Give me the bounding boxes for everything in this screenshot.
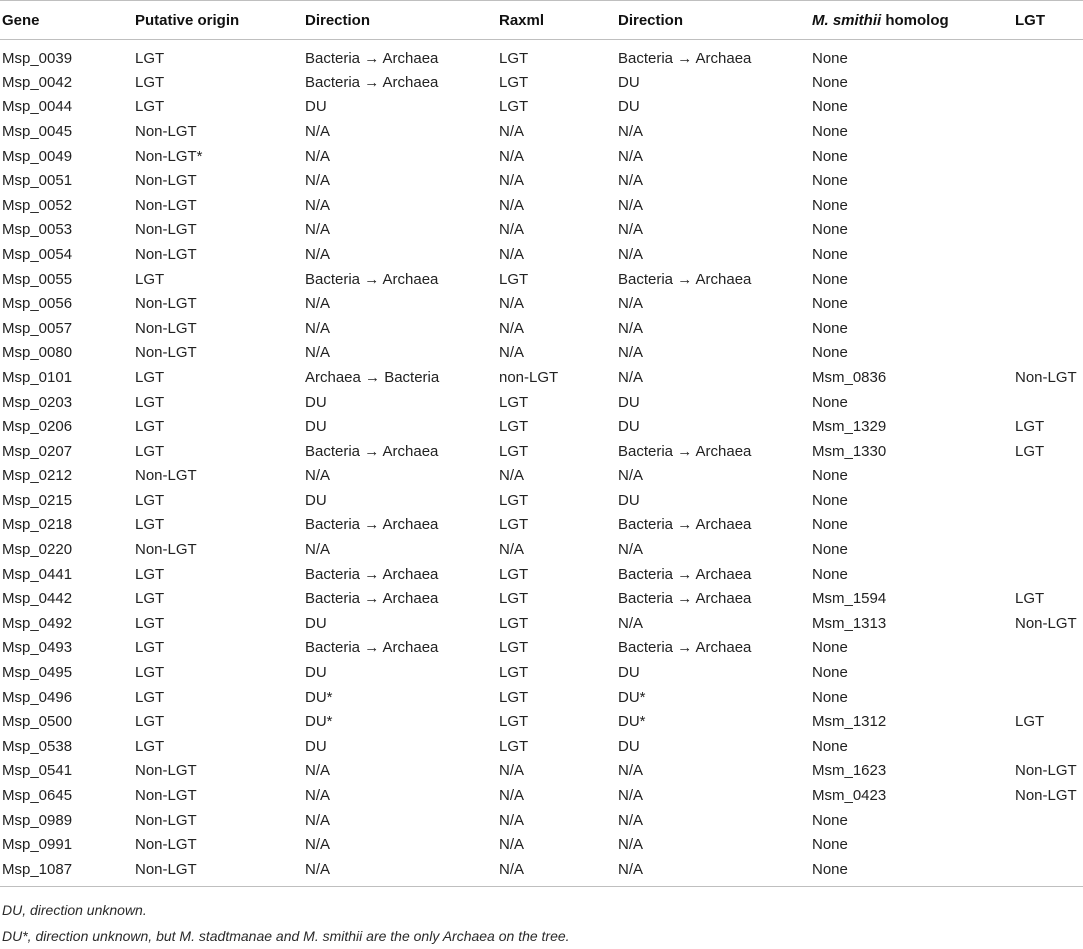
table-row bbox=[0, 95, 1083, 120]
cell-putative-origin: LGT bbox=[135, 73, 165, 91]
cell-direction: Bacteria → Archaea bbox=[305, 442, 439, 460]
cell-smithii-homolog: None bbox=[812, 147, 848, 165]
cell-smithii-homolog: None bbox=[812, 245, 848, 263]
cell-smithii-homolog: Msm_1312 bbox=[812, 713, 887, 731]
cell-lgt bbox=[1013, 537, 1083, 562]
cell-raxml: N/A bbox=[499, 787, 525, 805]
cell-smithii-homolog: None bbox=[812, 541, 848, 559]
table-row bbox=[0, 168, 1083, 193]
table-row bbox=[0, 709, 1083, 734]
cell-lgt bbox=[1013, 242, 1083, 267]
cell-gene: Msp_0441 bbox=[2, 565, 73, 583]
cell-raxml-direction: N/A bbox=[618, 147, 644, 165]
cell-raxml-direction: N/A bbox=[618, 245, 644, 263]
cell-putative-origin: Non-LGT bbox=[135, 245, 197, 263]
table-body bbox=[0, 40, 1083, 887]
table-row bbox=[0, 70, 1083, 95]
cell-raxml: LGT bbox=[499, 49, 529, 67]
cell-putative-origin: LGT bbox=[135, 49, 165, 67]
cell-smithii-homolog: None bbox=[812, 393, 848, 411]
cell-raxml: LGT bbox=[499, 393, 529, 411]
cell-smithii-homolog: None bbox=[812, 344, 848, 362]
cell-smithii-homolog: None bbox=[810, 857, 1013, 886]
cell-putative-origin: Non-LGT bbox=[135, 122, 197, 140]
cell-smithii-homolog: None bbox=[812, 73, 848, 91]
cell-putative-origin: LGT bbox=[135, 614, 165, 632]
cell-gene: Msp_0045 bbox=[2, 122, 73, 140]
table-footnotes bbox=[2, 897, 1077, 949]
cell-smithii-homolog: None bbox=[812, 811, 848, 829]
cell-raxml-direction: DU bbox=[618, 393, 640, 411]
cell-lgt bbox=[1013, 488, 1083, 513]
cell-putative-origin: Non-LGT bbox=[135, 811, 197, 829]
cell-raxml: non-LGT bbox=[499, 368, 559, 386]
cell-direction: DU bbox=[305, 418, 327, 436]
cell-smithii-homolog: None bbox=[812, 172, 848, 190]
cell-smithii-homolog: None bbox=[812, 467, 848, 485]
cell-putative-origin: LGT bbox=[135, 393, 165, 411]
cell-putative-origin: Non-LGT bbox=[135, 541, 197, 559]
cell-lgt bbox=[1013, 464, 1083, 489]
cell-gene: Msp_0056 bbox=[2, 295, 73, 313]
cell-raxml-direction: Bacteria → Archaea bbox=[618, 565, 752, 583]
cell-gene: Msp_0493 bbox=[2, 639, 73, 657]
cell-direction: N/A bbox=[305, 344, 331, 362]
cell-direction: N/A bbox=[305, 467, 331, 485]
table-row bbox=[0, 636, 1083, 661]
cell-gene: Msp_0207 bbox=[2, 442, 73, 460]
cell-raxml-direction: N/A bbox=[618, 368, 644, 386]
cell-raxml: LGT bbox=[499, 614, 529, 632]
cell-direction: N/A bbox=[305, 811, 331, 829]
table-row bbox=[0, 857, 1083, 886]
cell-smithii-homolog: None bbox=[812, 221, 848, 239]
cell-gene: Msp_0538 bbox=[2, 737, 73, 755]
cell-gene: Msp_0500 bbox=[2, 713, 73, 731]
cell-raxml: N/A bbox=[497, 857, 616, 886]
cell-gene: Msp_0218 bbox=[2, 516, 73, 534]
table-row bbox=[0, 464, 1083, 489]
table-row bbox=[0, 193, 1083, 218]
cell-putative-origin: Non-LGT bbox=[135, 196, 197, 214]
cell-lgt bbox=[1013, 316, 1083, 341]
cell-direction: Bacteria → Archaea bbox=[305, 516, 439, 534]
cell-lgt bbox=[1013, 218, 1083, 243]
table-row bbox=[0, 537, 1083, 562]
cell-direction: N/A bbox=[305, 147, 331, 165]
cell-direction: Archaea → Bacteria bbox=[305, 368, 440, 386]
cell-direction: DU* bbox=[305, 688, 333, 706]
cell-raxml-direction: N/A bbox=[618, 319, 644, 337]
cell-gene: Msp_0051 bbox=[2, 172, 73, 190]
header-raxml: Raxml bbox=[497, 1, 616, 40]
cell-lgt bbox=[1013, 168, 1083, 193]
cell-direction: Bacteria → Archaea bbox=[305, 590, 439, 608]
cell-direction: Bacteria → Archaea bbox=[305, 565, 439, 583]
table-row bbox=[0, 513, 1083, 538]
cell-lgt: LGT bbox=[1015, 590, 1045, 608]
cell-putative-origin: LGT bbox=[135, 688, 165, 706]
cell-putative-origin: Non-LGT bbox=[135, 295, 197, 313]
header-direction: Direction bbox=[303, 1, 497, 40]
cell-lgt bbox=[1013, 808, 1083, 833]
table-row bbox=[0, 218, 1083, 243]
cell-smithii-homolog: None bbox=[812, 196, 848, 214]
cell-raxml: N/A bbox=[499, 467, 525, 485]
table-row bbox=[0, 242, 1083, 267]
cell-raxml: N/A bbox=[499, 221, 525, 239]
cell-raxml-direction: N/A bbox=[618, 196, 644, 214]
cell-raxml-direction: N/A bbox=[618, 172, 644, 190]
table-row bbox=[0, 267, 1083, 292]
cell-direction: N/A bbox=[305, 245, 331, 263]
cell-direction: DU bbox=[305, 737, 327, 755]
cell-raxml-direction: DU bbox=[618, 98, 640, 116]
cell-smithii-homolog: None bbox=[812, 664, 848, 682]
cell-raxml: LGT bbox=[499, 98, 529, 116]
cell-raxml-direction: DU bbox=[618, 737, 640, 755]
cell-raxml-direction: DU* bbox=[618, 688, 646, 706]
cell-gene: Msp_0053 bbox=[2, 221, 73, 239]
cell-gene: Msp_0442 bbox=[2, 590, 73, 608]
cell-putative-origin: LGT bbox=[135, 639, 165, 657]
cell-putative-origin: LGT bbox=[135, 442, 165, 460]
cell-raxml-direction: DU bbox=[618, 73, 640, 91]
cell-smithii-homolog: Msm_1313 bbox=[812, 614, 887, 632]
cell-putative-origin: LGT bbox=[135, 565, 165, 583]
header-gene: Gene bbox=[0, 1, 133, 40]
cell-raxml: LGT bbox=[499, 688, 529, 706]
cell-lgt: Non-LGT bbox=[1015, 368, 1077, 386]
cell-direction: N/A bbox=[305, 122, 331, 140]
cell-direction: N/A bbox=[305, 762, 331, 780]
cell-gene: Msp_0054 bbox=[2, 245, 73, 263]
cell-gene: Msp_0101 bbox=[2, 368, 73, 386]
cell-gene: Msp_0206 bbox=[2, 418, 73, 436]
cell-raxml-direction: Bacteria → Archaea bbox=[618, 516, 752, 534]
cell-direction: DU bbox=[305, 664, 327, 682]
cell-gene: Msp_0989 bbox=[2, 811, 73, 829]
table-row bbox=[0, 414, 1083, 439]
cell-smithii-homolog: None bbox=[812, 491, 848, 509]
cell-raxml: LGT bbox=[499, 491, 529, 509]
cell-gene: Msp_0991 bbox=[2, 836, 73, 854]
cell-smithii-homolog: Msm_1330 bbox=[812, 442, 887, 460]
cell-direction: DU bbox=[305, 491, 327, 509]
cell-raxml-direction: N/A bbox=[618, 221, 644, 239]
cell-putative-origin: Non-LGT bbox=[133, 857, 303, 886]
cell-lgt bbox=[1013, 193, 1083, 218]
cell-putative-origin: Non-LGT bbox=[135, 172, 197, 190]
header-lgt: LGT bbox=[1013, 1, 1083, 40]
cell-gene: Msp_0496 bbox=[2, 688, 73, 706]
cell-putative-origin: Non-LGT bbox=[135, 344, 197, 362]
cell-direction: N/A bbox=[305, 221, 331, 239]
cell-lgt bbox=[1013, 857, 1083, 886]
table-row bbox=[0, 365, 1083, 390]
table-row bbox=[0, 341, 1083, 366]
cell-gene: Msp_0039 bbox=[2, 49, 73, 67]
cell-raxml-direction: Bacteria → Archaea bbox=[618, 639, 752, 657]
cell-gene: Msp_0049 bbox=[2, 147, 73, 165]
cell-raxml-direction: DU bbox=[618, 418, 640, 436]
header-species-name: M. smithii bbox=[812, 11, 882, 29]
cell-raxml: LGT bbox=[499, 565, 529, 583]
cell-gene: Msp_0042 bbox=[2, 73, 73, 91]
cell-direction: N/A bbox=[303, 857, 497, 886]
cell-gene: Msp_0044 bbox=[2, 98, 73, 116]
cell-gene: Msp_0645 bbox=[2, 787, 73, 805]
table-header bbox=[0, 1, 1083, 40]
cell-gene: Msp_0203 bbox=[2, 393, 73, 411]
cell-smithii-homolog: None bbox=[812, 836, 848, 854]
cell-raxml: N/A bbox=[499, 344, 525, 362]
cell-lgt bbox=[1013, 267, 1083, 292]
cell-gene: Msp_1087 bbox=[0, 857, 133, 886]
cell-smithii-homolog: None bbox=[812, 49, 848, 67]
footnote-du: DU, direction unknown. bbox=[2, 902, 147, 918]
table-row bbox=[0, 144, 1083, 169]
cell-putative-origin: LGT bbox=[135, 98, 165, 116]
cell-gene: Msp_0080 bbox=[2, 344, 73, 362]
cell-raxml-direction: N/A bbox=[618, 811, 644, 829]
table-row bbox=[0, 783, 1083, 808]
cell-smithii-homolog: None bbox=[812, 516, 848, 534]
cell-smithii-homolog: Msm_1594 bbox=[812, 590, 887, 608]
cell-smithii-homolog: None bbox=[812, 639, 848, 657]
cell-smithii-homolog: None bbox=[812, 270, 848, 288]
cell-putative-origin: Non-LGT bbox=[135, 787, 197, 805]
cell-raxml-direction: DU bbox=[618, 664, 640, 682]
cell-raxml: LGT bbox=[499, 639, 529, 657]
cell-gene: Msp_0057 bbox=[2, 319, 73, 337]
cell-putative-origin: LGT bbox=[135, 368, 165, 386]
header-putative-origin: Putative origin bbox=[133, 1, 303, 40]
cell-gene: Msp_0220 bbox=[2, 541, 73, 559]
cell-raxml-direction: Bacteria → Archaea bbox=[618, 270, 752, 288]
cell-smithii-homolog: Msm_1329 bbox=[812, 418, 887, 436]
cell-smithii-homolog: None bbox=[812, 295, 848, 313]
cell-lgt bbox=[1013, 562, 1083, 587]
cell-raxml-direction: N/A bbox=[618, 295, 644, 313]
cell-raxml-direction: DU bbox=[618, 491, 640, 509]
cell-putative-origin: LGT bbox=[135, 713, 165, 731]
cell-putative-origin: LGT bbox=[135, 590, 165, 608]
cell-raxml-direction: Bacteria → Archaea bbox=[618, 442, 752, 460]
table-row bbox=[0, 611, 1083, 636]
cell-smithii-homolog: None bbox=[812, 98, 848, 116]
cell-direction: Bacteria → Archaea bbox=[305, 270, 439, 288]
cell-putative-origin: LGT bbox=[135, 664, 165, 682]
cell-direction: N/A bbox=[305, 295, 331, 313]
cell-raxml-direction: Bacteria → Archaea bbox=[618, 590, 752, 608]
cell-putative-origin: Non-LGT bbox=[135, 836, 197, 854]
cell-direction: Bacteria → Archaea bbox=[305, 639, 439, 657]
cell-smithii-homolog: None bbox=[812, 122, 848, 140]
cell-raxml-direction: N/A bbox=[618, 122, 644, 140]
cell-raxml-direction: N/A bbox=[618, 467, 644, 485]
cell-smithii-homolog: Msm_0836 bbox=[812, 368, 887, 386]
cell-raxml: N/A bbox=[499, 196, 525, 214]
cell-raxml-direction: N/A bbox=[618, 836, 644, 854]
cell-direction: DU bbox=[305, 614, 327, 632]
cell-raxml-direction: N/A bbox=[618, 762, 644, 780]
cell-lgt: LGT bbox=[1015, 713, 1045, 731]
cell-smithii-homolog: Msm_1623 bbox=[812, 762, 887, 780]
cell-raxml: N/A bbox=[499, 836, 525, 854]
cell-raxml: N/A bbox=[499, 762, 525, 780]
cell-direction: N/A bbox=[305, 196, 331, 214]
cell-direction: N/A bbox=[305, 319, 331, 337]
cell-raxml-direction: Bacteria → Archaea bbox=[618, 49, 752, 67]
cell-gene: Msp_0541 bbox=[2, 762, 73, 780]
cell-raxml: LGT bbox=[499, 73, 529, 91]
table-row bbox=[0, 488, 1083, 513]
footnote-du-star: DU*, direction unknown, but M. stadtmanae and M. smithii are the only Archaea on the tree. bbox=[2, 928, 570, 944]
cell-lgt bbox=[1013, 685, 1083, 710]
cell-lgt bbox=[1013, 513, 1083, 538]
table-row bbox=[0, 660, 1083, 685]
table-row bbox=[0, 832, 1083, 857]
header-row bbox=[0, 1, 1083, 40]
cell-direction: Bacteria → Archaea bbox=[305, 49, 439, 67]
table-row bbox=[0, 808, 1083, 833]
cell-raxml: N/A bbox=[499, 245, 525, 263]
cell-raxml: N/A bbox=[499, 811, 525, 829]
cell-direction: N/A bbox=[305, 836, 331, 854]
cell-direction: DU* bbox=[305, 713, 333, 731]
cell-gene: Msp_0215 bbox=[2, 491, 73, 509]
cell-raxml: N/A bbox=[499, 147, 525, 165]
cell-lgt bbox=[1013, 70, 1083, 95]
cell-raxml: LGT bbox=[499, 664, 529, 682]
cell-gene: Msp_0212 bbox=[2, 467, 73, 485]
cell-lgt: Non-LGT bbox=[1015, 787, 1077, 805]
cell-direction: Bacteria → Archaea bbox=[305, 73, 439, 91]
cell-lgt: Non-LGT bbox=[1015, 762, 1077, 780]
cell-raxml: LGT bbox=[499, 418, 529, 436]
table-row bbox=[0, 316, 1083, 341]
cell-lgt bbox=[1013, 291, 1083, 316]
cell-putative-origin: Non-LGT bbox=[135, 467, 197, 485]
cell-putative-origin: Non-LGT bbox=[135, 319, 197, 337]
table-row bbox=[0, 734, 1083, 759]
cell-lgt: LGT bbox=[1015, 418, 1045, 436]
cell-raxml-direction: DU* bbox=[618, 713, 646, 731]
cell-lgt bbox=[1013, 341, 1083, 366]
cell-putative-origin: Non-LGT* bbox=[135, 147, 203, 165]
cell-gene: Msp_0052 bbox=[2, 196, 73, 214]
cell-lgt bbox=[1013, 660, 1083, 685]
cell-lgt bbox=[1013, 390, 1083, 415]
cell-raxml: N/A bbox=[499, 122, 525, 140]
cell-raxml: LGT bbox=[499, 737, 529, 755]
cell-raxml: LGT bbox=[499, 516, 529, 534]
cell-lgt: Non-LGT bbox=[1015, 614, 1077, 632]
cell-putative-origin: Non-LGT bbox=[135, 221, 197, 239]
cell-lgt bbox=[1013, 144, 1083, 169]
cell-raxml-direction: N/A bbox=[618, 787, 644, 805]
header-smithii-homolog: M. smithii homolog bbox=[810, 1, 1013, 40]
cell-lgt bbox=[1013, 40, 1083, 71]
cell-gene: Msp_0055 bbox=[2, 270, 73, 288]
cell-raxml-direction: N/A bbox=[618, 541, 644, 559]
cell-raxml: N/A bbox=[499, 295, 525, 313]
cell-raxml: LGT bbox=[499, 590, 529, 608]
cell-raxml: N/A bbox=[499, 319, 525, 337]
cell-putative-origin: LGT bbox=[135, 516, 165, 534]
cell-direction: DU bbox=[305, 98, 327, 116]
cell-smithii-homolog: None bbox=[812, 737, 848, 755]
header-raxml-direction: Direction bbox=[616, 1, 810, 40]
cell-raxml-direction: N/A bbox=[618, 614, 644, 632]
cell-raxml: LGT bbox=[499, 442, 529, 460]
cell-smithii-homolog: None bbox=[812, 688, 848, 706]
cell-direction: N/A bbox=[305, 787, 331, 805]
table-row bbox=[0, 291, 1083, 316]
cell-lgt bbox=[1013, 95, 1083, 120]
cell-putative-origin: LGT bbox=[135, 737, 165, 755]
cell-raxml: LGT bbox=[499, 270, 529, 288]
cell-raxml-direction: N/A bbox=[616, 857, 810, 886]
cell-putative-origin: LGT bbox=[135, 491, 165, 509]
cell-direction: DU bbox=[305, 393, 327, 411]
cell-direction: N/A bbox=[305, 541, 331, 559]
cell-raxml: N/A bbox=[499, 541, 525, 559]
cell-gene: Msp_0492 bbox=[2, 614, 73, 632]
cell-smithii-homolog: Msm_0423 bbox=[812, 787, 887, 805]
cell-lgt bbox=[1013, 832, 1083, 857]
cell-direction: N/A bbox=[305, 172, 331, 190]
cell-raxml: N/A bbox=[499, 172, 525, 190]
table-row bbox=[0, 562, 1083, 587]
cell-gene: Msp_0495 bbox=[2, 664, 73, 682]
cell-lgt bbox=[1013, 119, 1083, 144]
cell-lgt: LGT bbox=[1015, 442, 1045, 460]
table-row bbox=[0, 439, 1083, 464]
table-row bbox=[0, 390, 1083, 415]
table-row bbox=[0, 586, 1083, 611]
table-row bbox=[0, 685, 1083, 710]
cell-smithii-homolog: None bbox=[812, 319, 848, 337]
cell-putative-origin: LGT bbox=[135, 270, 165, 288]
table-row bbox=[0, 40, 1083, 71]
cell-raxml-direction: N/A bbox=[618, 344, 644, 362]
table-row bbox=[0, 119, 1083, 144]
cell-smithii-homolog: None bbox=[812, 565, 848, 583]
table-row bbox=[0, 759, 1083, 784]
cell-putative-origin: Non-LGT bbox=[135, 762, 197, 780]
cell-putative-origin: LGT bbox=[135, 418, 165, 436]
cell-lgt bbox=[1013, 636, 1083, 661]
cell-raxml: LGT bbox=[499, 713, 529, 731]
cell-lgt bbox=[1013, 734, 1083, 759]
